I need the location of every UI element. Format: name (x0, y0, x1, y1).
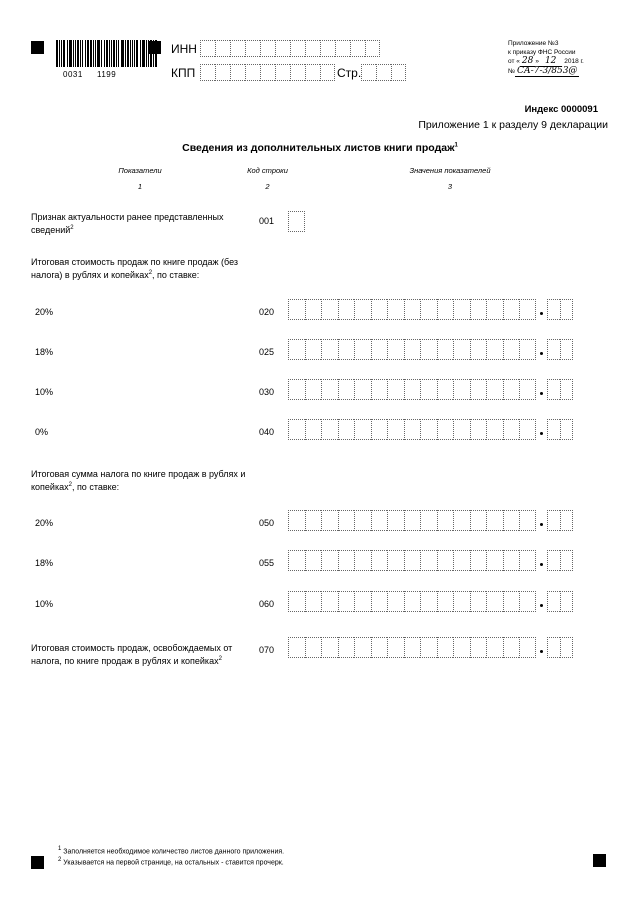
col-header-line-code: Код строки (247, 166, 288, 175)
row-020-input[interactable] (288, 299, 573, 320)
row-055-input[interactable] (288, 550, 573, 571)
annex-line-1: Приложение №3 (508, 40, 559, 47)
row-001-code: 001 (259, 216, 275, 226)
row-001-label: Признак актуальности ранее представленных сведений$^2$ (31, 212, 224, 235)
kpp-field[interactable] (200, 64, 335, 81)
col-number-3: 3 (447, 182, 453, 191)
corner-marker-bottom-left (31, 856, 44, 869)
row-070-input[interactable] (288, 637, 573, 658)
col-header-values: Значения показателей (409, 166, 491, 175)
row-060-label: 10% (35, 599, 54, 609)
row-050-code: 050 (259, 518, 275, 528)
group-tax-amount-label: Итоговая сумма налога по книге продаж в рублях и копейках$^2$, по ставке: (31, 469, 246, 492)
row-030-label: 10% (35, 387, 54, 397)
footnote-1: $^1$ Заполняется необходимое количество листов данного приложения. (58, 846, 285, 856)
page-number-field[interactable] (361, 64, 406, 81)
row-050-input[interactable] (288, 510, 573, 531)
barcode-number-right: 1199 (97, 70, 117, 79)
row-025-label: 18% (35, 347, 54, 357)
annex-line-3: от « 28 » 12 2018 г. (508, 56, 584, 66)
row-070-label: Итоговая стоимость продаж, освобождаемых от налога, по книге продаж в рублях и копейках$^2$ (31, 643, 233, 666)
row-040-code: 040 (259, 427, 275, 437)
row-040-input[interactable] (288, 419, 573, 440)
row-050-label: 20% (35, 518, 54, 528)
row-070-code: 070 (259, 645, 275, 655)
row-020-code: 020 (259, 307, 275, 317)
annex-note (508, 40, 628, 76)
row-030-input[interactable] (288, 379, 573, 400)
row-001-input[interactable] (288, 211, 305, 232)
row-025-code: 025 (259, 347, 275, 357)
row-055-label: 18% (35, 558, 54, 568)
annex-order-number: СА-7-3/853@ (516, 65, 578, 76)
row-025-input[interactable] (288, 339, 573, 360)
row-020-label: 20% (35, 307, 54, 317)
annex-line-2: к приказу ФНС России (508, 48, 576, 56)
corner-marker-bottom-right (593, 854, 606, 867)
barcode-number-left: 0031 (63, 70, 83, 79)
corner-marker-top-left (31, 41, 44, 54)
inn-label: ИНН (171, 42, 197, 56)
annex-date-month: 12 (539, 56, 562, 67)
col-number-2: 2 (265, 182, 270, 191)
row-060-input[interactable] (288, 591, 573, 612)
form-index: Индекс 0000091 (524, 104, 598, 115)
kpp-label: КПП (171, 66, 196, 80)
barcode (56, 40, 159, 67)
annex-line-4: № СА-7-3/853@ (508, 65, 578, 76)
form-subtitle: Приложение 1 к разделу 9 декларации (418, 119, 608, 131)
col-header-indicators: Показатели (118, 166, 162, 175)
col-number-1: 1 (137, 182, 143, 191)
inn-field[interactable] (200, 40, 380, 57)
row-060-code: 060 (259, 599, 275, 609)
page-label: Стр. (337, 66, 362, 80)
row-055-code: 055 (259, 558, 275, 568)
row-040-label: 0% (35, 427, 49, 437)
row-030-code: 030 (259, 387, 275, 397)
group-sales-without-tax-label: Итоговая стоимость продаж по книге продаж (без налога) в рублях и копейках$^2$, по ставке: (31, 257, 239, 280)
form-title: Сведения из дополнительных листов книги продаж$^1$ (182, 142, 458, 154)
annex-date-day: 28 (521, 56, 534, 66)
footnote-2: $^2$ Указывается на первой странице, на остальных - ставится прочерк. (58, 857, 284, 867)
